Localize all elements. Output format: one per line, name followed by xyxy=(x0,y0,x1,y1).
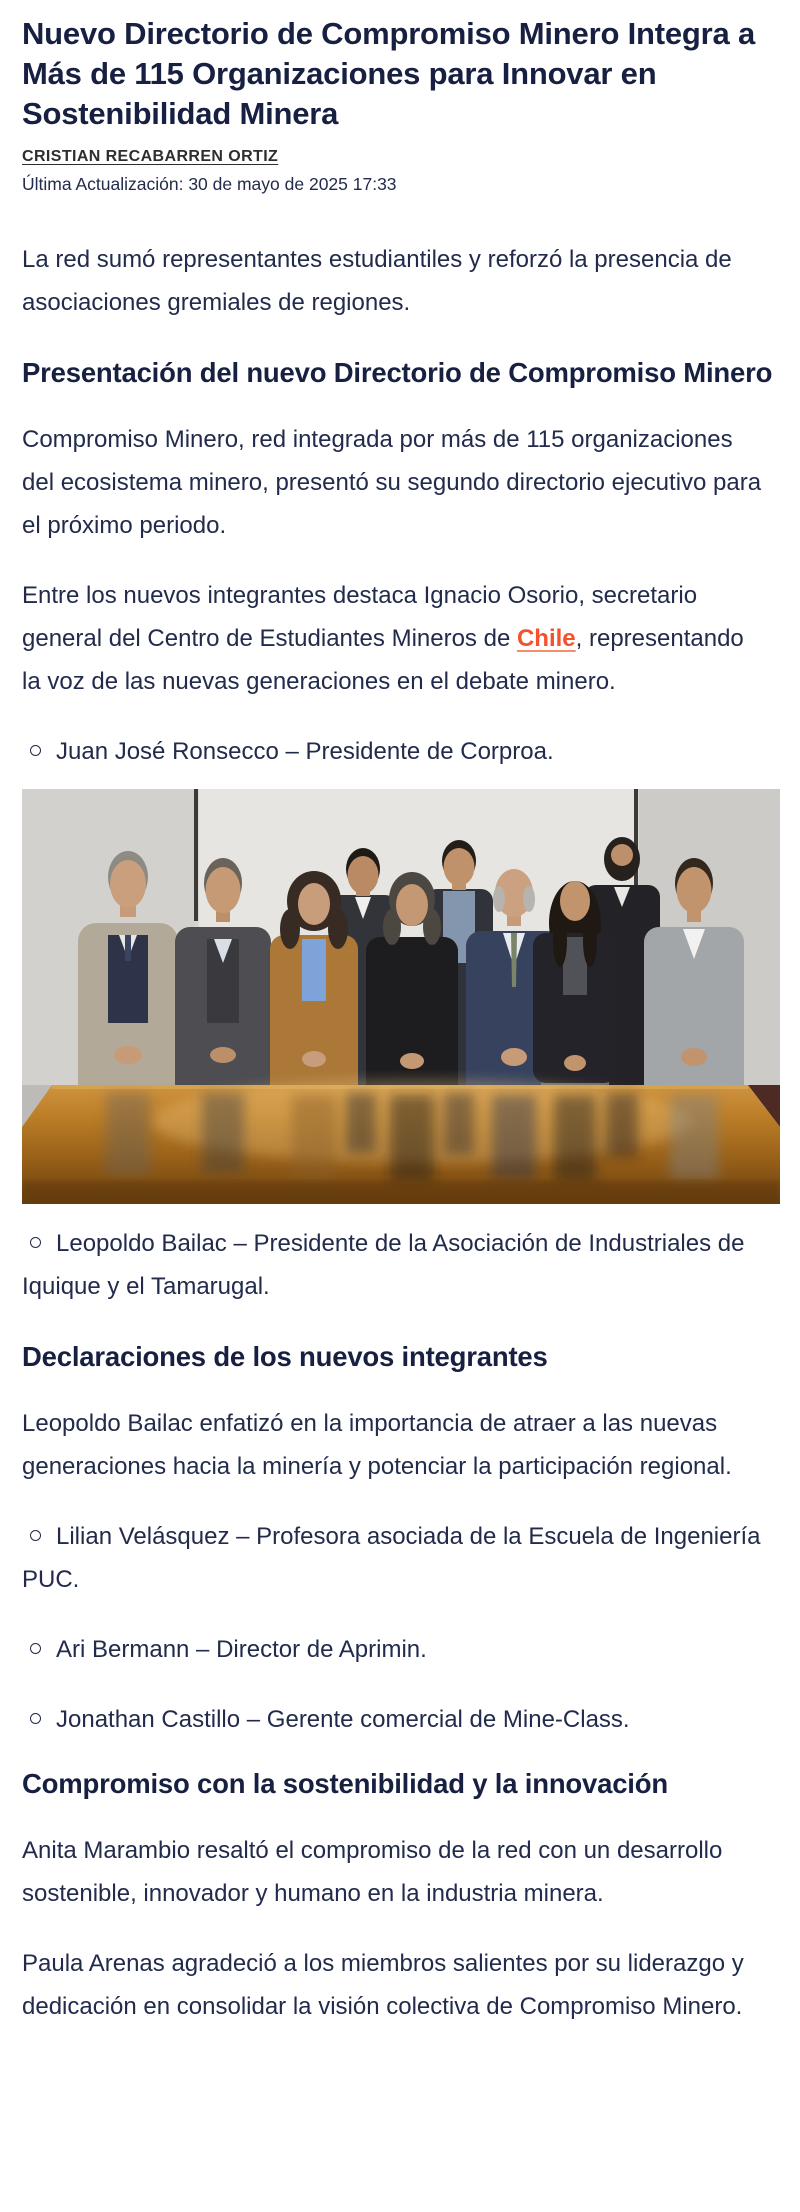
bullet-icon xyxy=(30,745,41,756)
list-item: Leopoldo Bailac – Presidente de la Asociación de Industriales de Iquique y el Tamarugal. xyxy=(22,1230,745,1300)
paragraph-text: Entre los nuevos integrantes destaca Ignacio Osorio, secretario general del Centro de Estudiantes Mineros de xyxy=(22,582,698,652)
last-updated: Última Actualización: 30 de mayo de 2025 17:33 xyxy=(22,174,397,194)
article-lead: La red sumó representantes estudiantiles y reforzó la presencia de asociaciones gremiales de regiones. xyxy=(22,246,732,316)
bullet-icon xyxy=(30,1530,41,1541)
chile-link[interactable]: Chile xyxy=(516,625,576,652)
list-item: Lilian Velásquez – Profesora asociada de la Escuela de Ingeniería PUC. xyxy=(22,1523,761,1593)
bullet-icon xyxy=(30,1713,41,1724)
paragraph: Compromiso Minero, red integrada por más de 115 organizaciones del ecosistema minero, presentó su segundo directorio ejecutivo para el próximo periodo. xyxy=(22,426,762,539)
article-photo xyxy=(22,789,780,1204)
paragraph-with-link xyxy=(22,574,767,703)
section-heading-declaraciones: Declaraciones de los nuevos integrantes xyxy=(22,1341,548,1372)
paragraph: Leopoldo Bailac enfatizó en la importancia de atraer a las nuevas generaciones hacia la minería y potenciar la participación regional. xyxy=(22,1410,732,1480)
author-link[interactable]: CRISTIAN RECABARREN ORTIZ xyxy=(22,148,279,165)
list-item: Jonathan Castillo – Gerente comercial de Mine-Class. xyxy=(22,1698,767,1741)
paragraph: Anita Marambio resaltó el compromiso de la red con un desarrollo sostenible, innovador y humano en la industria minera. xyxy=(22,1837,723,1907)
byline xyxy=(22,148,780,166)
bullet-icon xyxy=(30,1643,41,1654)
section-heading-presentacion: Presentación del nuevo Directorio de Compromiso Minero xyxy=(22,357,773,388)
list-item: Juan José Ronsecco – Presidente de Corproa. xyxy=(22,730,767,773)
bullet-icon xyxy=(30,1237,41,1248)
group-photo-illustration xyxy=(22,789,780,1204)
paragraph: Paula Arenas agradeció a los miembros salientes por su liderazgo y dedicación en consolidar la visión colectiva de Compromiso Minero. xyxy=(22,1950,744,2020)
article-title: Nuevo Directorio de Compromiso Minero Integra a Más de 115 Organizaciones para Innovar en Sostenibilidad Minera xyxy=(22,16,755,131)
section-heading-compromiso: Compromiso con la sostenibilidad y la innovación xyxy=(22,1768,668,1799)
list-item: Ari Bermann – Director de Aprimin. xyxy=(22,1628,767,1671)
paragraph-text: , representando la voz de las nuevas generaciones en el debate minero. xyxy=(22,625,744,695)
